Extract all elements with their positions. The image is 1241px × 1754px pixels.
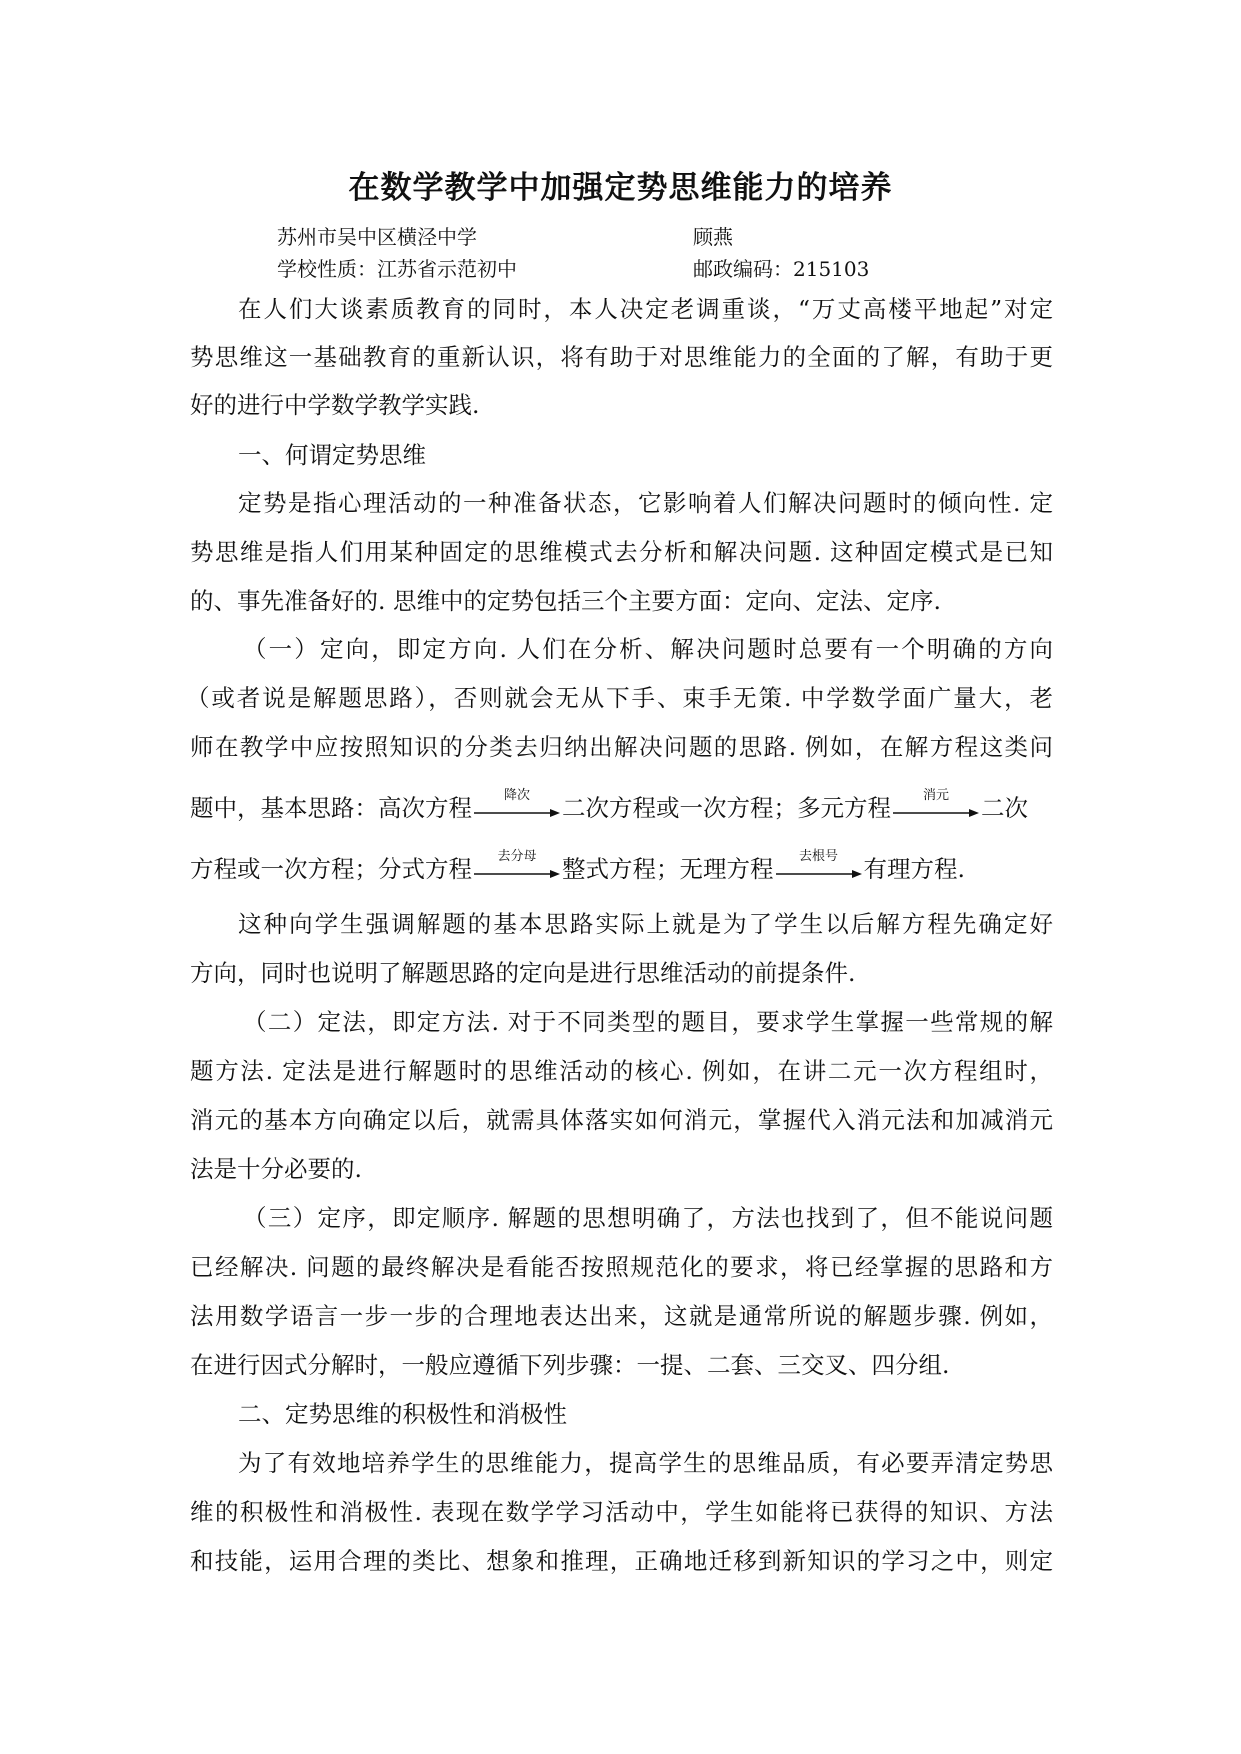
author-name: 顾燕 bbox=[693, 225, 733, 249]
paragraph-line: 势思维是指人们用某种固定的思维模式去分析和解决问题. 这种固定模式是已知 bbox=[190, 538, 1053, 566]
arrow-icon bbox=[891, 787, 981, 822]
paragraph-line: 消元的基本方向确定以后，就需具体落实如何消元，掌握代入消元法和加减消元 bbox=[190, 1106, 1053, 1134]
arrow-label: 降次 bbox=[503, 787, 530, 803]
paragraph-line: 好的进行中学数学教学实践. bbox=[190, 391, 480, 419]
right-arrow-icon bbox=[472, 808, 562, 818]
page-title: 在数学教学中加强定势思维能力的培养 bbox=[348, 170, 893, 206]
paragraph-line: （或者说是解题思路），否则就会无从下手、束手无策. 中学数学面广量大，老 bbox=[186, 684, 1053, 712]
arrow-label: 去分母 bbox=[497, 848, 537, 864]
paragraph-line: （二）定法，即定方法. 对于不同类型的题目，要求学生掌握一些常规的解 bbox=[243, 1008, 1053, 1036]
right-arrow-icon bbox=[891, 808, 981, 818]
arrow-label: 消元 bbox=[922, 787, 949, 803]
arrow-icon bbox=[774, 848, 864, 883]
paragraph-line: 和技能，运用合理的类比、想象和推理，正确地迁移到新知识的学习之中，则定 bbox=[190, 1547, 1053, 1575]
section-heading: 一、何谓定势思维 bbox=[238, 441, 426, 469]
arrow-label: 去根号 bbox=[798, 848, 838, 864]
paragraph-line: 方向，同时也说明了解题思路的定向是进行思维活动的前提条件. bbox=[190, 959, 856, 987]
equation-line bbox=[190, 850, 1060, 884]
paragraph-line: 法是十分必要的. bbox=[190, 1155, 362, 1183]
equation-text: 二次 bbox=[981, 794, 1028, 822]
school-type: 学校性质：江苏省示范初中 bbox=[277, 257, 517, 281]
postcode: 邮政编码：215103 bbox=[693, 257, 870, 281]
paragraph-line: 为了有效地培养学生的思维能力，提高学生的思维品质，有必要弄清定势思 bbox=[238, 1449, 1053, 1477]
equation-text: 整式方程；无理方程 bbox=[562, 855, 774, 883]
equation-text: 方程或一次方程；分式方程 bbox=[190, 855, 472, 883]
paragraph-line: 这种向学生强调解题的基本思路实际上就是为了学生以后解方程先确定好 bbox=[238, 910, 1053, 938]
paragraph-line: 势思维这一基础教育的重新认识，将有助于对思维能力的全面的了解，有助于更 bbox=[190, 343, 1053, 371]
paragraph-line: 维的积极性和消极性. 表现在数学学习活动中，学生如能将已获得的知识、方法 bbox=[190, 1498, 1053, 1526]
paragraph-line: 已经解决. 问题的最终解决是看能否按照规范化的要求，将已经掌握的思路和方 bbox=[190, 1253, 1053, 1281]
paragraph-line: 定势是指心理活动的一种准备状态，它影响着人们解决问题时的倾向性. 定 bbox=[238, 489, 1053, 517]
paragraph-line: 在进行因式分解时，一般应遵循下列步骤：一提、二套、三交叉、四分组. bbox=[190, 1351, 950, 1379]
paragraph-line: 师在教学中应按照知识的分类去归纳出解决问题的思路. 例如，在解方程这类问 bbox=[190, 733, 1053, 761]
right-arrow-icon bbox=[774, 869, 864, 879]
arrow-icon bbox=[472, 848, 562, 883]
paragraph-line: 题方法. 定法是进行解题时的思维活动的核心. 例如，在讲二元一次方程组时， bbox=[190, 1057, 1053, 1085]
equation-text: 题中，基本思路：高次方程 bbox=[190, 794, 472, 822]
school-name: 苏州市吴中区横泾中学 bbox=[277, 225, 477, 249]
equation-text: 有理方程. bbox=[863, 855, 965, 883]
arrow-icon bbox=[472, 787, 562, 822]
paragraph-line: 法用数学语言一步一步的合理地表达出来，这就是通常所说的解题步骤. 例如， bbox=[190, 1302, 1053, 1330]
paragraph-line: （三）定序，即定顺序. 解题的思想明确了，方法也找到了，但不能说问题 bbox=[243, 1204, 1053, 1232]
paragraph-line: （一）定向，即定方向. 人们在分析、解决问题时总要有一个明确的方向 bbox=[243, 635, 1053, 663]
paragraph-line: 在人们大谈素质教育的同时，本人决定老调重谈，“万丈高楼平地起”对定 bbox=[238, 295, 1053, 323]
right-arrow-icon bbox=[472, 869, 562, 879]
equation-line bbox=[190, 789, 1060, 823]
equation-text: 二次方程或一次方程；多元方程 bbox=[562, 794, 891, 822]
section-heading: 二、定势思维的积极性和消极性 bbox=[238, 1400, 567, 1428]
paragraph-line: 的、事先准备好的. 思维中的定势包括三个主要方面：定向、定法、定序. bbox=[190, 587, 941, 615]
